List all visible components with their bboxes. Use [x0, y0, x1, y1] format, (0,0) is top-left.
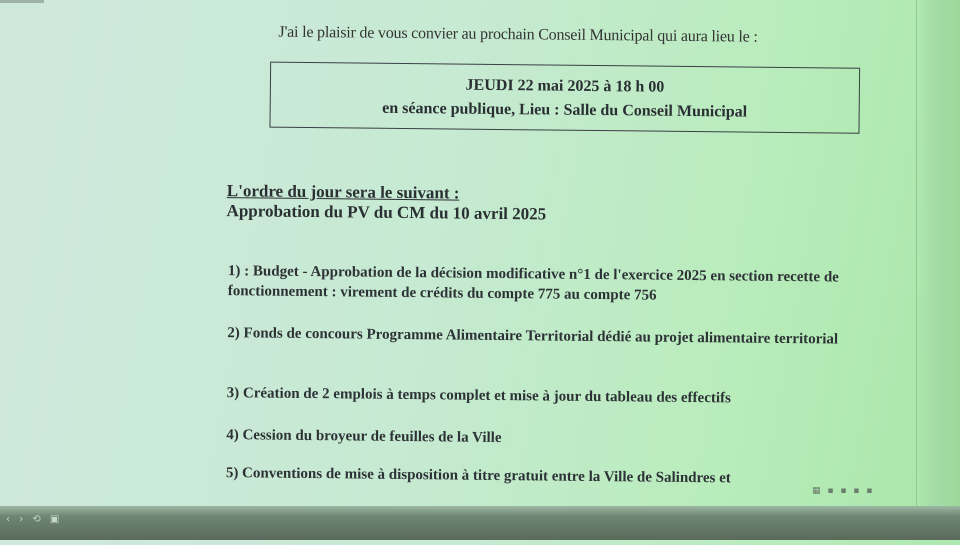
agenda-item-5: 5) Conventions de mise à disposition à titre gratuit entre la Ville de Salindres et	[225, 465, 731, 487]
nav-icons[interactable]: ‹ › ⟲ ▣	[6, 514, 63, 525]
meeting-info-box	[269, 62, 860, 134]
intro-text: J'ai le plaisir de vous convier au prochain Conseil Municipal qui aura lieu le :	[278, 23, 758, 46]
meeting-place: en séance publique, Lieu : Salle du Conseil Municipal	[382, 99, 748, 121]
bottom-toolbar	[0, 506, 960, 540]
agenda-item-4: 4) Cession du broyeur de feuilles de la Ville	[226, 427, 502, 447]
meeting-date: JEUDI 22 mai 2025 à 18 h 00	[465, 76, 665, 96]
screen-edge	[916, 0, 960, 506]
agenda-item-3: 3) Création de 2 emplois à temps complet et mise à jour du tableau des effectifs	[226, 385, 731, 407]
pv-approval: Approbation du PV du CM du 10 avril 2025	[226, 201, 547, 224]
agenda-item-1: 1) : Budget - Approbation de la décision modificative n°1 de l'exercice 2025 en section recette de fonctionnement : virement de crédits du compte 775 au compte 756	[227, 263, 839, 304]
agenda-item-2: 2) Fonds de concours Programme Alimentaire Territorial dédié au projet alimentaire territorial	[227, 325, 839, 348]
agenda-heading: L'ordre du jour sera le suivant :	[226, 181, 460, 203]
status-icons: ▦ ▪ ▪ ▪ ▪	[812, 486, 875, 496]
